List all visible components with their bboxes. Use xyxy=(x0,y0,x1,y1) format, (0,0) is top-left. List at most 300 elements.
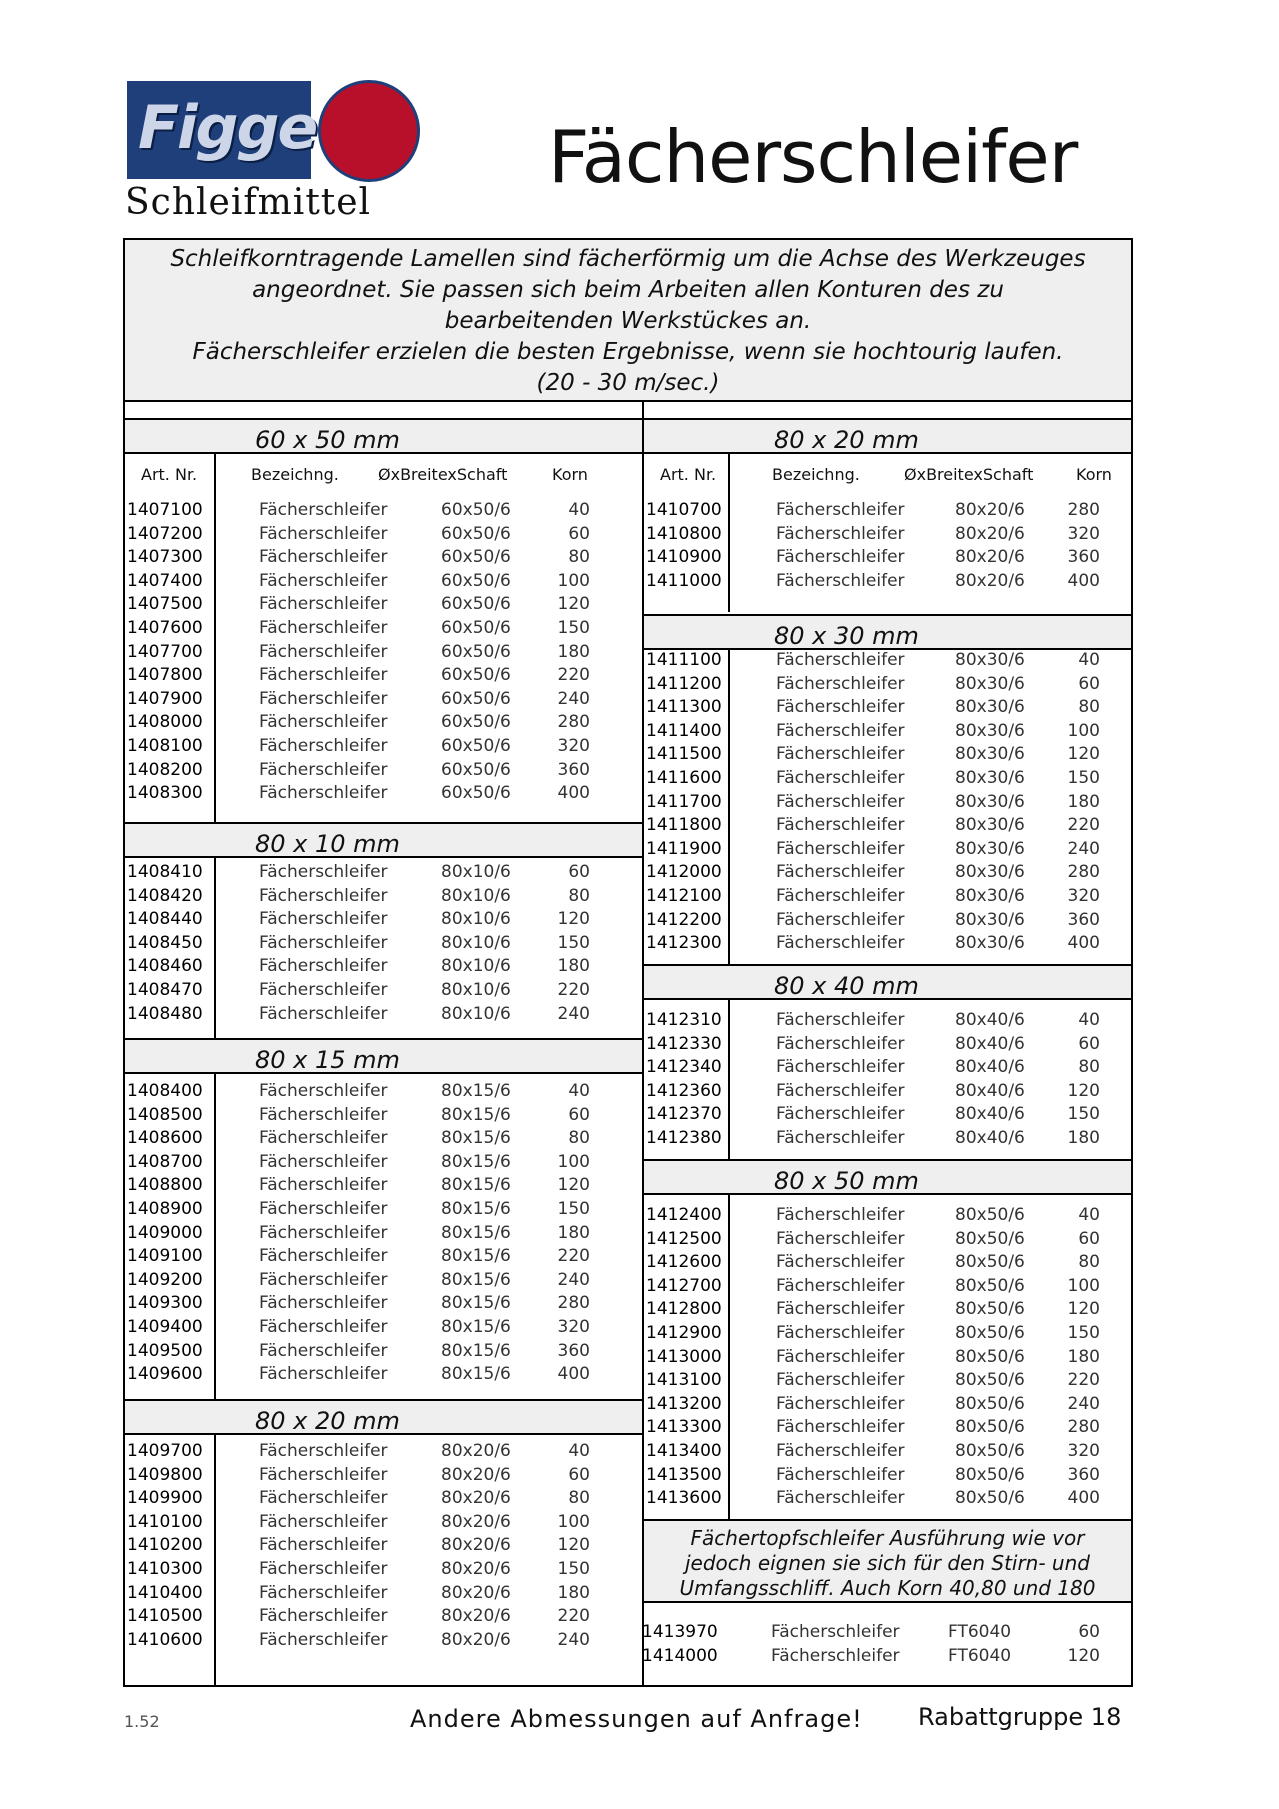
designation: Fächerschleifer xyxy=(259,1559,388,1579)
art-number: 1407500 xyxy=(127,594,203,615)
art-number: 1410300 xyxy=(127,1559,203,1579)
table-row xyxy=(644,1488,1131,1511)
dimension: 80x15/6 xyxy=(441,1151,511,1172)
table-row xyxy=(125,1441,642,1464)
table-row xyxy=(125,1512,642,1535)
table-row xyxy=(644,1347,1131,1370)
dimension: 80x50/6 xyxy=(955,1252,1025,1273)
grit: 240 xyxy=(557,1003,590,1024)
dimension: 80x30/6 xyxy=(955,838,1025,859)
art-number: 1413600 xyxy=(646,1488,722,1509)
table-row xyxy=(125,1128,642,1151)
designation: Fächerschleifer xyxy=(776,1346,905,1367)
grit: 240 xyxy=(1067,1393,1100,1414)
grit: 180 xyxy=(557,641,590,662)
table-row xyxy=(644,886,1131,909)
grit: 40 xyxy=(568,500,590,520)
art-number: 1407100 xyxy=(127,500,203,520)
designation: Fächerschleifer xyxy=(776,768,905,788)
grit: 180 xyxy=(557,1222,590,1243)
section-header xyxy=(644,1159,1131,1195)
designation: Fächerschleifer xyxy=(776,523,905,544)
grit: 100 xyxy=(557,1151,590,1172)
art-number: 1410800 xyxy=(646,523,722,544)
designation: Fächerschleifer xyxy=(776,815,905,836)
table-row xyxy=(125,980,642,1003)
grit: 60 xyxy=(568,523,590,544)
grit: 120 xyxy=(557,909,590,930)
table-row xyxy=(125,1081,642,1104)
grit: 400 xyxy=(1067,933,1100,954)
art-number: 1408480 xyxy=(127,1003,203,1024)
col-head-dim: ØxBreitexSchaft xyxy=(904,465,1034,484)
dimension: 80x10/6 xyxy=(441,909,511,930)
dimension: FT6040 xyxy=(948,1622,1012,1642)
art-number: 1412360 xyxy=(646,1080,722,1101)
table-row xyxy=(644,1010,1131,1033)
designation: Fächerschleifer xyxy=(776,1252,905,1273)
table-row xyxy=(644,524,1131,547)
designation: Fächerschleifer xyxy=(259,862,388,882)
dimension: 80x40/6 xyxy=(955,1057,1025,1078)
dimension: 80x50/6 xyxy=(955,1205,1025,1225)
table-row xyxy=(644,1370,1131,1393)
table-row xyxy=(644,768,1131,791)
grit: 40 xyxy=(1078,650,1100,670)
dimension: 80x50/6 xyxy=(955,1393,1025,1414)
designation: Fächerschleifer xyxy=(259,1151,388,1172)
col-head-dim: ØxBreitexSchaft xyxy=(378,465,508,484)
designation: Fächerschleifer xyxy=(259,1340,388,1361)
designation: Fächerschleifer xyxy=(776,1299,905,1320)
table-row xyxy=(125,712,642,735)
art-number: 1407300 xyxy=(127,547,203,568)
dimension: 80x15/6 xyxy=(441,1128,511,1149)
dimension: 80x40/6 xyxy=(955,1128,1025,1148)
grit: 220 xyxy=(557,1606,590,1627)
table-row xyxy=(644,1465,1131,1488)
designation: Fächerschleifer xyxy=(259,547,388,568)
section-header xyxy=(125,418,642,454)
designation: Fächerschleifer xyxy=(776,791,905,812)
table-row xyxy=(125,1317,642,1340)
table-row xyxy=(125,547,642,570)
note-line: jedoch eignen sie sich für den Stirn- und xyxy=(685,1551,1090,1575)
designation: Fächerschleifer xyxy=(259,1269,388,1290)
table-row xyxy=(125,783,642,806)
grit: 360 xyxy=(1067,909,1100,930)
col-head-korn: Korn xyxy=(1076,465,1112,484)
grit: 120 xyxy=(1067,1080,1100,1101)
section-header xyxy=(125,1038,642,1074)
designation: Fächerschleifer xyxy=(259,1535,388,1556)
table-row xyxy=(125,1270,642,1293)
art-number: 1410600 xyxy=(127,1629,203,1650)
grit: 180 xyxy=(1067,791,1100,812)
dimension: 80x20/6 xyxy=(441,1511,511,1532)
designation: Fächerschleifer xyxy=(259,1629,388,1650)
dimension: 80x40/6 xyxy=(955,1104,1025,1125)
grit: 40 xyxy=(1078,1010,1100,1030)
dimension: 80x50/6 xyxy=(955,1346,1025,1367)
grit: 80 xyxy=(568,1488,590,1509)
table-row xyxy=(644,1104,1131,1127)
designation: Fächerschleifer xyxy=(776,1128,905,1148)
dimension: 80x15/6 xyxy=(441,1081,511,1101)
table-row xyxy=(125,862,642,885)
designation: Fächerschleifer xyxy=(259,783,388,804)
designation: Fächerschleifer xyxy=(259,932,388,953)
dimension: 60x50/6 xyxy=(441,500,511,520)
dimension: 60x50/6 xyxy=(441,570,511,591)
table-row xyxy=(644,1299,1131,1322)
note-line: Fächertopfschleifer Ausführung wie vor xyxy=(690,1526,1085,1550)
designation: Fächerschleifer xyxy=(776,1010,905,1030)
designation: Fächerschleifer xyxy=(259,523,388,544)
designation: Fächerschleifer xyxy=(259,665,388,686)
grit: 180 xyxy=(557,956,590,977)
col-head-art: Art. Nr. xyxy=(660,465,717,484)
dimension: 80x50/6 xyxy=(955,1370,1025,1391)
table-row xyxy=(125,618,642,641)
dimension: 80x15/6 xyxy=(441,1317,511,1337)
art-number: 1409200 xyxy=(127,1269,203,1290)
grit: 280 xyxy=(1067,862,1100,883)
art-number: 1412380 xyxy=(646,1128,722,1148)
designation: Fächerschleifer xyxy=(776,1464,905,1485)
table-row xyxy=(125,1004,642,1027)
designation: Fächerschleifer xyxy=(259,1441,388,1461)
grit: 100 xyxy=(1067,720,1100,741)
grit: 280 xyxy=(1067,500,1100,520)
designation: Fächerschleifer xyxy=(776,547,905,568)
grit: 100 xyxy=(1067,1275,1100,1296)
table-row xyxy=(644,1057,1131,1080)
art-number: 1412370 xyxy=(646,1104,722,1125)
grit: 220 xyxy=(557,1246,590,1267)
section-title: 60 x 50 mm xyxy=(255,426,400,454)
logo-wordmark: Figge xyxy=(138,93,317,163)
grit: 150 xyxy=(557,618,590,638)
table-row xyxy=(644,1417,1131,1440)
designation: Fächerschleifer xyxy=(776,1393,905,1414)
designation: Fächerschleifer xyxy=(776,933,905,954)
dimension: 80x20/6 xyxy=(441,1606,511,1627)
dimension: 80x40/6 xyxy=(955,1010,1025,1030)
dimension: 80x30/6 xyxy=(955,909,1025,930)
art-number: 1412600 xyxy=(646,1252,722,1273)
dimension: 80x15/6 xyxy=(441,1340,511,1361)
table-row xyxy=(125,524,642,547)
grit: 400 xyxy=(1067,1488,1100,1509)
table-row xyxy=(644,910,1131,933)
table-row xyxy=(644,744,1131,767)
art-number: 1407900 xyxy=(127,688,203,709)
designation: Fächerschleifer xyxy=(259,641,388,662)
table-row xyxy=(644,1128,1131,1151)
designation: Fächerschleifer xyxy=(259,1003,388,1024)
grit: 150 xyxy=(1067,1104,1100,1125)
art-number: 1412400 xyxy=(646,1205,722,1225)
designation: Fächerschleifer xyxy=(259,1364,388,1385)
art-number: 1408000 xyxy=(127,712,203,733)
intro-line: bearbeitenden Werkstückes an. xyxy=(444,308,812,334)
grit: 40 xyxy=(568,1081,590,1101)
table-row xyxy=(125,933,642,956)
designation: Fächerschleifer xyxy=(776,744,905,765)
dimension: 80x30/6 xyxy=(955,933,1025,954)
grit: 240 xyxy=(557,1269,590,1290)
table-row xyxy=(125,1293,642,1316)
table-row xyxy=(125,642,642,665)
art-number: 1409000 xyxy=(127,1222,203,1243)
dimension: 60x50/6 xyxy=(441,641,511,662)
art-number: 1411400 xyxy=(646,720,722,741)
designation: Fächerschleifer xyxy=(771,1645,900,1666)
brand-subtitle: Schleifmittel xyxy=(125,182,372,223)
art-number: 1409500 xyxy=(127,1340,203,1361)
table-row xyxy=(125,689,642,712)
designation: Fächerschleifer xyxy=(776,650,905,670)
art-number: 1411100 xyxy=(646,650,722,670)
designation: Fächerschleifer xyxy=(259,1464,388,1485)
table-row xyxy=(125,571,642,594)
dimension: 80x50/6 xyxy=(955,1275,1025,1296)
designation: Fächerschleifer xyxy=(259,885,388,906)
designation: Fächerschleifer xyxy=(776,1441,905,1461)
grit: 80 xyxy=(568,885,590,906)
designation: Fächerschleifer xyxy=(259,1081,388,1101)
designation: Fächerschleifer xyxy=(776,1370,905,1391)
col-head-korn: Korn xyxy=(552,465,588,484)
table-row xyxy=(125,1341,642,1364)
dimension: 80x20/6 xyxy=(441,1629,511,1650)
art-number: 1408700 xyxy=(127,1151,203,1172)
table-row xyxy=(125,1199,642,1222)
grit: 360 xyxy=(557,1340,590,1361)
dimension: 80x10/6 xyxy=(441,980,511,1000)
art-number: 1412900 xyxy=(646,1323,722,1343)
dimension: 80x10/6 xyxy=(441,885,511,906)
dimension: 80x20/6 xyxy=(441,1464,511,1485)
grit: 150 xyxy=(557,932,590,953)
dimension: 80x30/6 xyxy=(955,768,1025,788)
designation: Fächerschleifer xyxy=(771,1622,900,1642)
col-head-bez: Bezeichng. xyxy=(251,465,339,484)
grit: 150 xyxy=(1067,1323,1100,1343)
grit: 180 xyxy=(557,1582,590,1603)
designation: Fächerschleifer xyxy=(259,1293,388,1314)
grit: 150 xyxy=(557,1559,590,1579)
art-number: 1409700 xyxy=(127,1441,203,1461)
grit: 80 xyxy=(1078,1057,1100,1078)
table-row xyxy=(125,909,642,932)
grit: 80 xyxy=(1078,1252,1100,1273)
table-row xyxy=(644,697,1131,720)
grit: 360 xyxy=(557,759,590,780)
dimension: 60x50/6 xyxy=(441,594,511,615)
designation: Fächerschleifer xyxy=(259,1606,388,1627)
grit: 240 xyxy=(1067,838,1100,859)
art-number: 1411500 xyxy=(646,744,722,765)
table-row xyxy=(125,1535,642,1558)
dimension: 60x50/6 xyxy=(441,783,511,804)
table-row xyxy=(644,1034,1131,1057)
designation: Fächerschleifer xyxy=(259,736,388,756)
table-row xyxy=(125,736,642,759)
grit: 150 xyxy=(1067,768,1100,788)
art-number: 1413100 xyxy=(646,1370,722,1391)
designation: Fächerschleifer xyxy=(259,909,388,930)
grit: 100 xyxy=(557,1511,590,1532)
art-number: 1407800 xyxy=(127,665,203,686)
logo-red-circle-icon xyxy=(318,80,420,182)
grit: 100 xyxy=(557,570,590,591)
table-row xyxy=(125,1630,642,1653)
art-number: 1413970 xyxy=(642,1622,718,1642)
intro-line: angeordnet. Sie passen sich beim Arbeiten allen Konturen des zu xyxy=(252,277,1004,303)
dimension: 80x30/6 xyxy=(955,815,1025,836)
table-row xyxy=(644,500,1131,523)
table-row xyxy=(125,886,642,909)
designation: Fächerschleifer xyxy=(259,712,388,733)
art-number: 1407400 xyxy=(127,570,203,591)
art-number: 1413300 xyxy=(646,1417,722,1438)
dimension: 80x50/6 xyxy=(955,1228,1025,1249)
designation: Fächerschleifer xyxy=(259,1246,388,1267)
grit: 180 xyxy=(1067,1128,1100,1148)
art-number: 1412200 xyxy=(646,909,722,930)
page-code: 1.52 xyxy=(124,1712,160,1731)
table-row xyxy=(125,1223,642,1246)
art-number: 1413000 xyxy=(646,1346,722,1367)
art-number: 1411600 xyxy=(646,768,722,788)
table-row xyxy=(644,1276,1131,1299)
grit: 240 xyxy=(557,1629,590,1650)
note-line: Umfangsschliff. Auch Korn 40,80 und 180 xyxy=(679,1576,1096,1600)
table-row xyxy=(644,1229,1131,1252)
grit: 120 xyxy=(557,1535,590,1556)
section-header xyxy=(125,822,642,858)
grit: 60 xyxy=(1078,1033,1100,1054)
grit: 120 xyxy=(1067,744,1100,765)
designation: Fächerschleifer xyxy=(776,500,905,520)
dimension: 80x20/6 xyxy=(441,1535,511,1556)
dimension: 80x15/6 xyxy=(441,1175,511,1196)
dimension: 80x30/6 xyxy=(955,697,1025,718)
designation: Fächerschleifer xyxy=(776,1275,905,1296)
art-number: 1408400 xyxy=(127,1081,203,1101)
dimension: 60x50/6 xyxy=(441,712,511,733)
dimension: 80x20/6 xyxy=(955,500,1025,520)
grit: 40 xyxy=(1078,1205,1100,1225)
dimension: 80x30/6 xyxy=(955,862,1025,883)
grit: 80 xyxy=(1078,697,1100,718)
grit: 280 xyxy=(1067,1417,1100,1438)
dimension: 80x50/6 xyxy=(955,1464,1025,1485)
dimension: 80x15/6 xyxy=(441,1104,511,1125)
table-row xyxy=(125,1488,642,1511)
dimension: 80x20/6 xyxy=(441,1441,511,1461)
art-number: 1409800 xyxy=(127,1464,203,1485)
table-row xyxy=(644,1323,1131,1346)
dimension: 80x20/6 xyxy=(955,570,1025,591)
designation: Fächerschleifer xyxy=(776,1033,905,1054)
designation: Fächerschleifer xyxy=(259,1199,388,1219)
dimension: 80x15/6 xyxy=(441,1269,511,1290)
art-number: 1409600 xyxy=(127,1364,203,1385)
dimension: 80x30/6 xyxy=(955,650,1025,670)
dimension: FT6040 xyxy=(948,1645,1012,1666)
art-number: 1408440 xyxy=(127,909,203,930)
art-number: 1411200 xyxy=(646,673,722,694)
dimension: 80x20/6 xyxy=(955,547,1025,568)
table-row xyxy=(644,674,1131,697)
art-number: 1412500 xyxy=(646,1228,722,1249)
table-row xyxy=(125,760,642,783)
designation: Fächerschleifer xyxy=(259,618,388,638)
section-title: 80 x 20 mm xyxy=(774,426,919,454)
dimension: 80x50/6 xyxy=(955,1299,1025,1320)
art-number: 1408600 xyxy=(127,1128,203,1149)
table-row xyxy=(644,1441,1131,1464)
intro-line: (20 - 30 m/sec.) xyxy=(536,370,720,396)
grit: 240 xyxy=(557,688,590,709)
grit: 360 xyxy=(1067,547,1100,568)
intro-box xyxy=(125,240,1131,402)
grit: 150 xyxy=(557,1199,590,1219)
designation: Fächerschleifer xyxy=(259,1222,388,1243)
grit: 120 xyxy=(1067,1645,1100,1666)
art-number: 1408420 xyxy=(127,885,203,906)
designation: Fächerschleifer xyxy=(259,759,388,780)
art-number: 1412800 xyxy=(646,1299,722,1320)
dimension: 80x15/6 xyxy=(441,1199,511,1219)
art-number: 1411700 xyxy=(646,791,722,812)
art-number: 1411900 xyxy=(646,838,722,859)
designation: Fächerschleifer xyxy=(776,838,905,859)
table-row xyxy=(644,1081,1131,1104)
grit: 220 xyxy=(1067,815,1100,836)
section-header xyxy=(125,1399,642,1435)
art-number: 1409400 xyxy=(127,1317,203,1337)
art-number: 1410200 xyxy=(127,1535,203,1556)
designation: Fächerschleifer xyxy=(259,1582,388,1603)
col-head-bez: Bezeichng. xyxy=(772,465,860,484)
dimension: 80x50/6 xyxy=(955,1441,1025,1461)
designation: Fächerschleifer xyxy=(776,1205,905,1225)
section-title: 80 x 30 mm xyxy=(774,622,919,650)
art-number: 1408900 xyxy=(127,1199,203,1219)
table-row xyxy=(644,792,1131,815)
grit: 40 xyxy=(568,1441,590,1461)
section-title: 80 x 15 mm xyxy=(255,1046,400,1074)
dimension: 80x50/6 xyxy=(955,1323,1025,1343)
dimension: 80x20/6 xyxy=(441,1582,511,1603)
table-row xyxy=(125,500,642,523)
table-row xyxy=(644,862,1131,885)
grit: 80 xyxy=(568,1128,590,1149)
grit: 400 xyxy=(557,783,590,804)
art-number: 1410100 xyxy=(127,1511,203,1532)
art-number: 1408460 xyxy=(127,956,203,977)
art-number: 1412300 xyxy=(646,933,722,954)
dimension: 80x50/6 xyxy=(955,1417,1025,1438)
grit: 120 xyxy=(1067,1299,1100,1320)
dimension: 80x15/6 xyxy=(441,1364,511,1385)
table-row xyxy=(125,1105,642,1128)
grit: 60 xyxy=(568,1104,590,1125)
